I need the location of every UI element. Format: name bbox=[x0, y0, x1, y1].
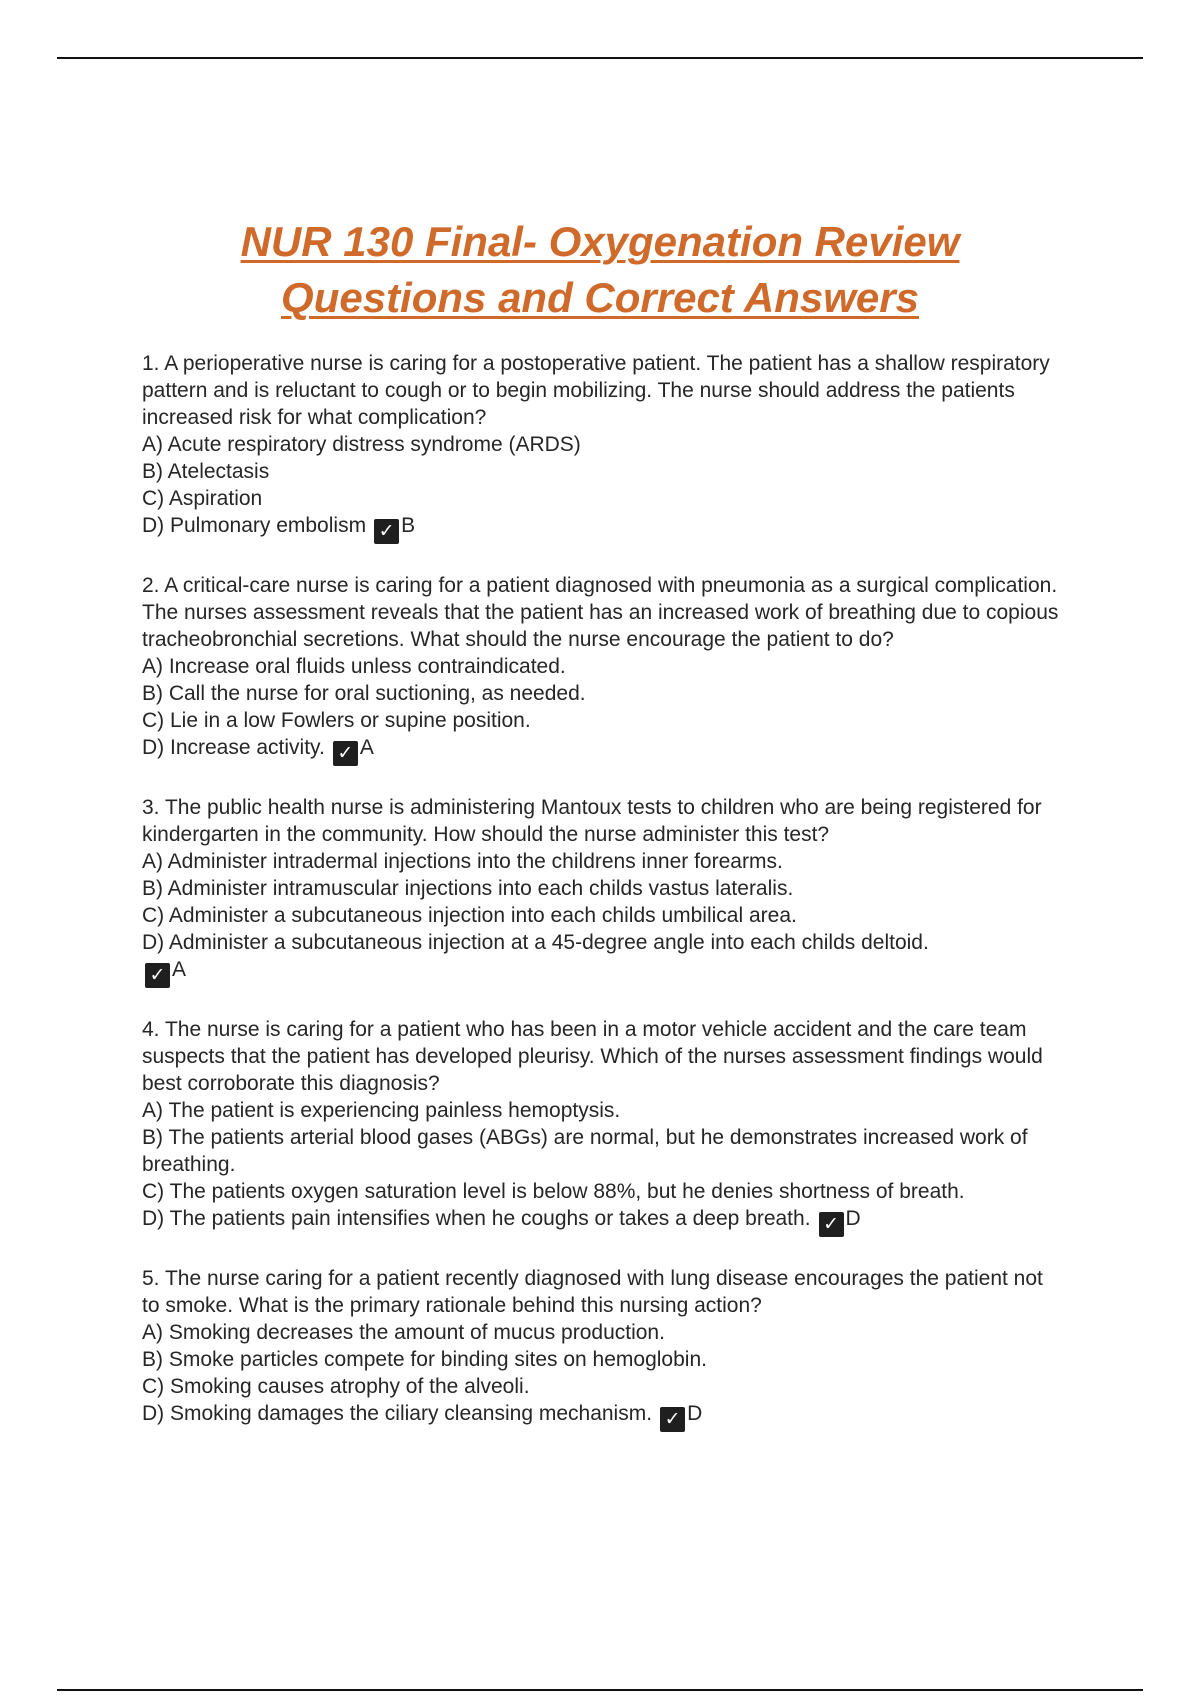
option-c: C) Lie in a low Fowlers or supine position. bbox=[142, 709, 531, 732]
question-2 bbox=[142, 572, 1062, 766]
question-stem: 1. A perioperative nurse is caring for a postoperative patient. The patient has a shallow respiratory pattern and is reluctant to cough or to begin mobilizing. The nurse should address the patients increased risk for what complication? bbox=[142, 352, 1050, 429]
correct-answer: D bbox=[845, 1207, 861, 1230]
option-c: C) Smoking causes atrophy of the alveoli. bbox=[142, 1375, 530, 1398]
option-d-text: D) The patients pain intensifies when he coughs or takes a deep breath. bbox=[142, 1207, 811, 1230]
option-a: A) Smoking decreases the amount of mucus production. bbox=[142, 1321, 665, 1344]
option-b: B) Smoke particles compete for binding sites on hemoglobin. bbox=[142, 1348, 707, 1371]
option-d bbox=[142, 1400, 1062, 1432]
option-d bbox=[142, 734, 1062, 766]
option-b: B) Atelectasis bbox=[142, 460, 270, 483]
checkmark-icon: ✓ bbox=[333, 741, 358, 766]
question-3 bbox=[142, 794, 1062, 988]
option-c: C) Aspiration bbox=[142, 487, 263, 510]
option-d-text: D) Smoking damages the ciliary cleansing mechanism. bbox=[142, 1402, 653, 1425]
correct-answer: A bbox=[359, 736, 374, 759]
option-d bbox=[142, 1205, 1062, 1237]
checkmark-icon: ✓ bbox=[145, 963, 170, 988]
correct-answer: B bbox=[401, 514, 416, 537]
option-a: A) The patient is experiencing painless hemoptysis. bbox=[142, 1099, 621, 1122]
question-stem: 2. A critical-care nurse is caring for a patient diagnosed with pneumonia as a surgical complication. The nurses assessment reveals that the patient has an increased work of breathing due to copious tracheobronchial secretions. What should the nurse encourage the patient to do? bbox=[142, 574, 1059, 651]
answer-line bbox=[142, 956, 1062, 988]
question-list bbox=[142, 350, 1062, 1460]
correct-answer: A bbox=[172, 958, 187, 981]
option-d-text: D) Pulmonary embolism bbox=[142, 514, 367, 537]
page-title bbox=[0, 214, 1200, 326]
checkmark-icon: ✓ bbox=[660, 1407, 685, 1432]
top-rule bbox=[57, 57, 1143, 59]
option-d bbox=[142, 512, 1062, 544]
option-b: B) Administer intramuscular injections into each childs vastus lateralis. bbox=[142, 877, 794, 900]
checkmark-icon: ✓ bbox=[374, 519, 399, 544]
question-stem: 5. The nurse caring for a patient recently diagnosed with lung disease encourages the patient not to smoke. What is the primary rationale behind this nursing action? bbox=[142, 1267, 1043, 1317]
option-a: A) Increase oral fluids unless contraindicated. bbox=[142, 655, 566, 678]
option-a: A) Acute respiratory distress syndrome (ARDS) bbox=[142, 433, 581, 456]
title-line-1: NUR 130 Final- Oxygenation Review bbox=[240, 218, 960, 265]
bottom-rule bbox=[57, 1689, 1143, 1691]
option-b: B) The patients arterial blood gases (ABGs) are normal, but he demonstrates increased work of breathing. bbox=[142, 1126, 1028, 1176]
correct-answer: D bbox=[687, 1402, 703, 1425]
checkmark-icon: ✓ bbox=[819, 1212, 844, 1237]
option-d: D) Administer a subcutaneous injection at a 45-degree angle into each childs deltoid. bbox=[142, 931, 929, 954]
question-stem: 4. The nurse is caring for a patient who has been in a motor vehicle accident and the care team suspects that the patient has developed pleurisy. Which of the nurses assessment findings would best corroborate this diagnosis? bbox=[142, 1018, 1043, 1095]
option-b: B) Call the nurse for oral suctioning, as needed. bbox=[142, 682, 586, 705]
option-a: A) Administer intradermal injections into the childrens inner forearms. bbox=[142, 850, 783, 873]
question-stem: 3. The public health nurse is administering Mantoux tests to children who are being registered for kindergarten in the community. How should the nurse administer this test? bbox=[142, 796, 1042, 846]
question-1 bbox=[142, 350, 1062, 544]
title-line-2: Questions and Correct Answers bbox=[281, 274, 919, 321]
question-5 bbox=[142, 1265, 1062, 1432]
option-c: C) The patients oxygen saturation level is below 88%, but he denies shortness of breath. bbox=[142, 1180, 965, 1203]
question-4 bbox=[142, 1016, 1062, 1237]
option-c: C) Administer a subcutaneous injection into each childs umbilical area. bbox=[142, 904, 797, 927]
option-d-text: D) Increase activity. bbox=[142, 736, 325, 759]
